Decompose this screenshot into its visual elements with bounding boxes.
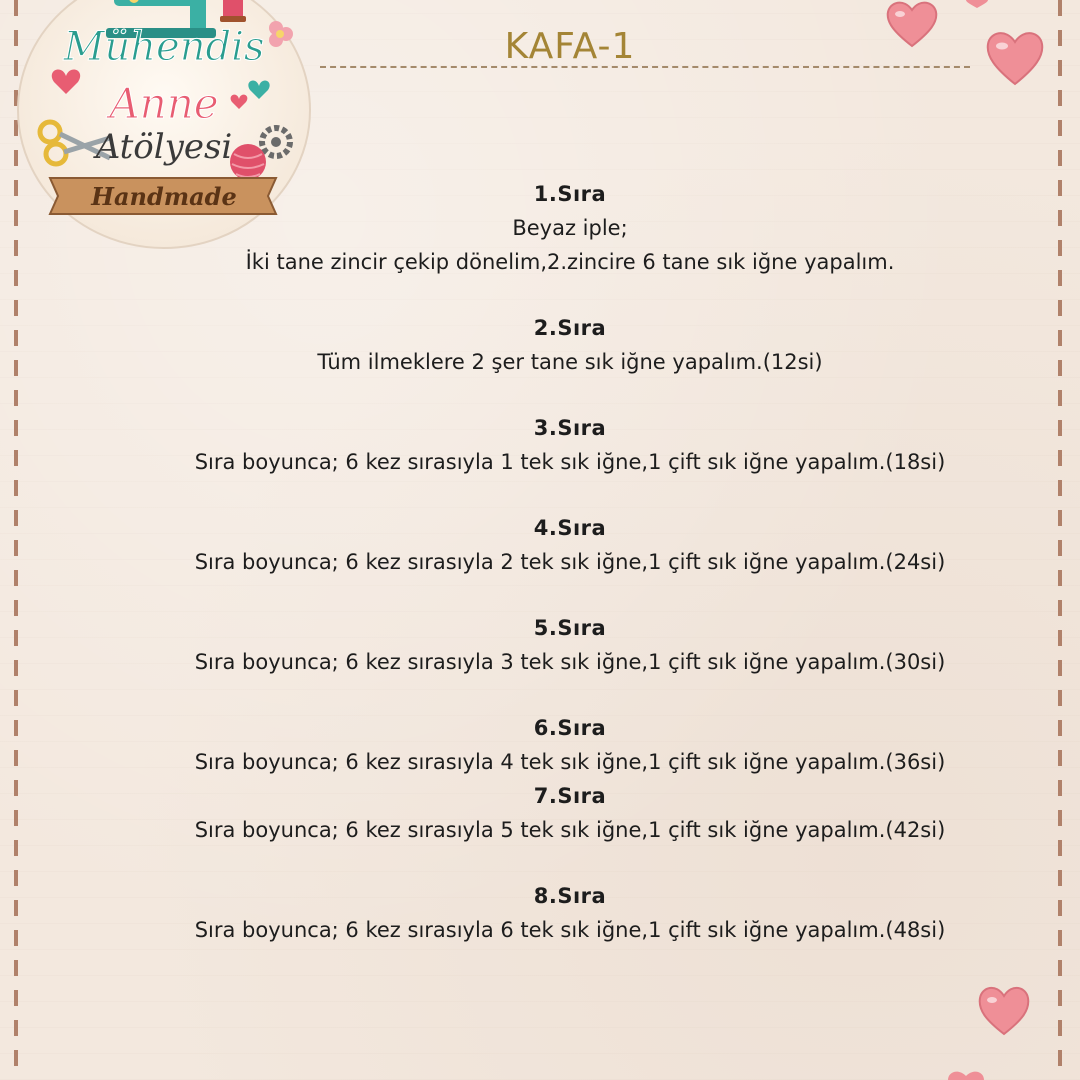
row-3 [120,411,1020,479]
row-instruction: İki tane zincir çekip dönelim,2.zincire 6 tane sık iğne yapalım. [245,250,895,274]
row-1 [120,177,1020,279]
logo-ribbon-text: Handmade [91,182,237,211]
logo-line3: Atölyesi [95,127,233,167]
row-instruction: Beyaz iple; [512,216,628,240]
row-6 [120,711,1020,779]
heart-icon [944,1068,988,1080]
row-instruction: Sıra boyunca; 6 kez sırasıyla 3 tek sık iğne,1 çift sık iğne yapalım.(30si) [194,650,946,674]
heart-icon [984,28,1046,86]
pattern-rows [120,177,1020,979]
row-title: 6.Sıra [533,716,607,740]
row-title: 4.Sıra [533,516,607,540]
logo-line1: Mühendis [63,24,265,70]
logo-line2: Anne [109,79,219,128]
thread-spool-icon [220,0,246,22]
row-instruction: Sıra boyunca; 6 kez sırasıyla 6 tek sık iğne,1 çift sık iğne yapalım.(48si) [194,918,946,942]
row-title: 7.Sıra [533,784,607,808]
title-divider [320,66,970,68]
row-title: 5.Sıra [533,616,607,640]
right-stitch-border [1058,0,1062,1080]
row-4 [120,511,1020,579]
row-instruction: Sıra boyunca; 6 kez sırasıyla 5 tek sık iğne,1 çift sık iğne yapalım.(42si) [194,818,946,842]
page-title: KAFA-1 [504,26,636,67]
row-instruction: Sıra boyunca; 6 kez sırasıyla 1 tek sık iğne,1 çift sık iğne yapalım.(18si) [194,450,946,474]
row-title: 3.Sıra [533,416,607,440]
row-title: 2.Sıra [533,316,607,340]
heart-icon [976,984,1032,1036]
row-instruction: Tüm ilmeklere 2 şer tane sık iğne yapalım.(12si) [317,350,823,374]
row-instruction: Sıra boyunca; 6 kez sırasıyla 2 tek sık iğne,1 çift sık iğne yapalım.(24si) [194,550,946,574]
row-title: 1.Sıra [533,182,607,206]
yarn-ball-icon [230,144,266,180]
row-2 [120,311,1020,379]
row-title: 8.Sıra [533,884,607,908]
heart-icon [884,0,940,48]
row-5 [120,611,1020,679]
row-8 [120,879,1020,947]
row-instruction: Sıra boyunca; 6 kez sırasıyla 4 tek sık iğne,1 çift sık iğne yapalım.(36si) [194,750,946,774]
row-7 [120,779,1020,847]
heart-icon [962,0,992,8]
